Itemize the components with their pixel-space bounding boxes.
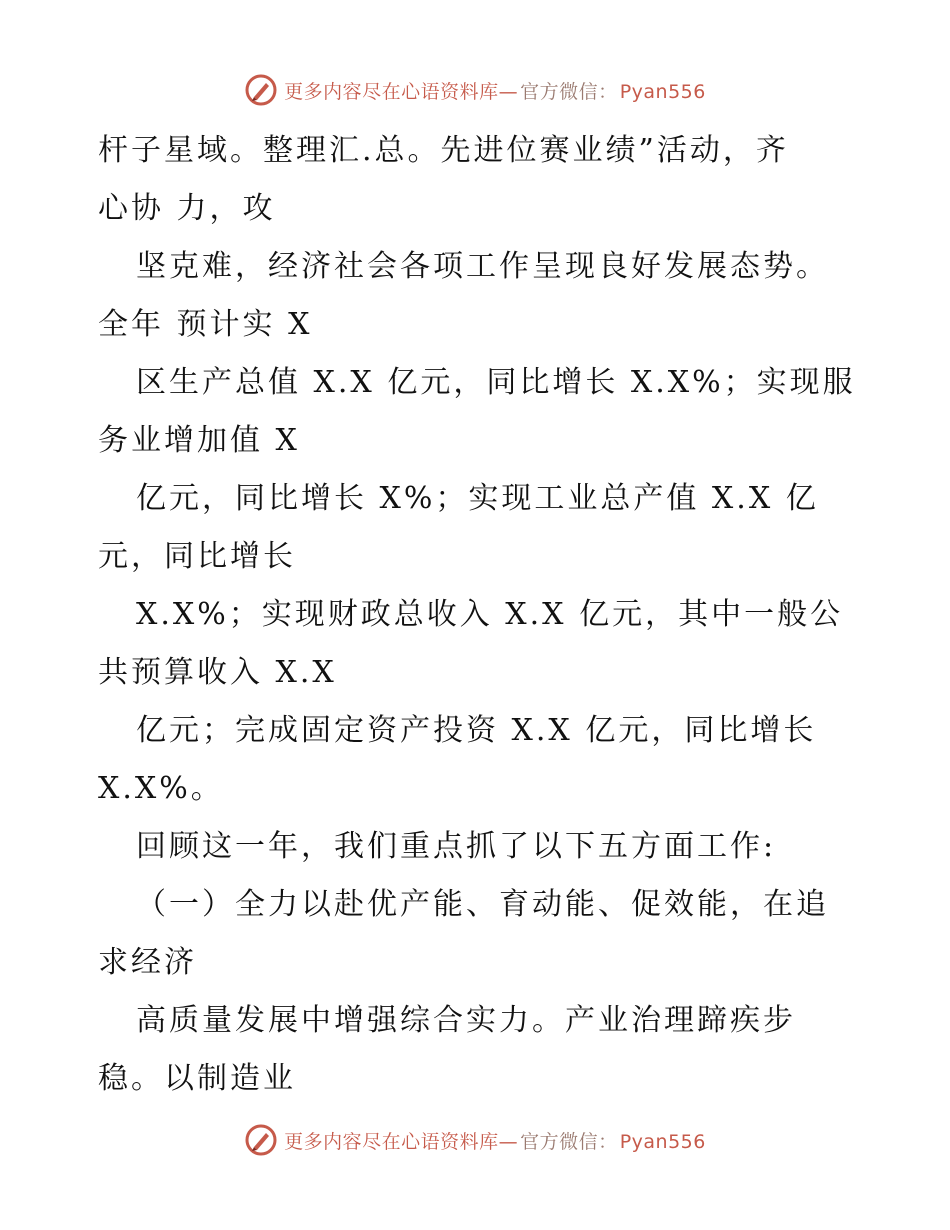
body-line: X.X%；实现财政总收入 X.X 亿元，其中一般公 bbox=[136, 597, 844, 632]
header-banner-slogan: 更多内容尽在心语资料库 bbox=[284, 80, 499, 103]
footer-banner-id: Pyan556 bbox=[619, 1130, 706, 1153]
body-line: X.X%。 bbox=[98, 771, 224, 806]
body-line: 高质量发展中增强综合实力。产业治理蹄疾步 bbox=[136, 1003, 796, 1038]
footer-banner-slogan: 更多内容尽在心语资料库 bbox=[284, 1130, 499, 1153]
body-line: （一）全力以赴优产能、育动能、促效能，在追 bbox=[136, 887, 829, 922]
footer-banner bbox=[0, 1120, 950, 1160]
body-line: 杆子星域。整理汇.总。先进位赛业绩”活动，齐 bbox=[98, 133, 789, 168]
body-line: 元，同比增长 bbox=[98, 539, 296, 574]
body-line: 亿元；完成固定资产投资 X.X 亿元，同比增长 bbox=[136, 713, 817, 748]
body-line: 坚克难，经济社会各项工作呈现良好发展态势。 bbox=[136, 249, 829, 284]
header-banner-text bbox=[284, 77, 706, 104]
body-line: 共预算收入 X.X bbox=[98, 655, 337, 690]
wechat-pen-logo-icon bbox=[244, 1123, 278, 1157]
body-line: 务业增加值 X bbox=[98, 423, 300, 458]
body-line: 亿元，同比增长 X%；实现工业总产值 X.X 亿 bbox=[136, 481, 819, 516]
header-banner-id: Pyan556 bbox=[619, 80, 706, 103]
header-banner bbox=[0, 70, 950, 110]
body-line: 稳。以制造业 bbox=[98, 1061, 296, 1096]
header-banner-dash: — bbox=[498, 80, 519, 103]
footer-banner-dash: — bbox=[498, 1130, 519, 1153]
footer-banner-official: 官方微信： bbox=[520, 1130, 618, 1153]
body-line: 回顾这一年，我们重点抓了以下五方面工作: bbox=[136, 829, 777, 864]
header-banner-official: 官方微信： bbox=[520, 80, 618, 103]
document-body bbox=[98, 122, 868, 1108]
footer-banner-text bbox=[284, 1127, 706, 1154]
body-line: 心协 力，攻 bbox=[98, 191, 276, 226]
body-line: 区生产总值 X.X 亿元，同比增长 X.X%；实现服 bbox=[136, 365, 856, 400]
wechat-pen-logo-icon bbox=[244, 73, 278, 107]
body-line: 全年 预计实 X bbox=[98, 307, 313, 342]
body-line: 求经济 bbox=[98, 945, 197, 980]
